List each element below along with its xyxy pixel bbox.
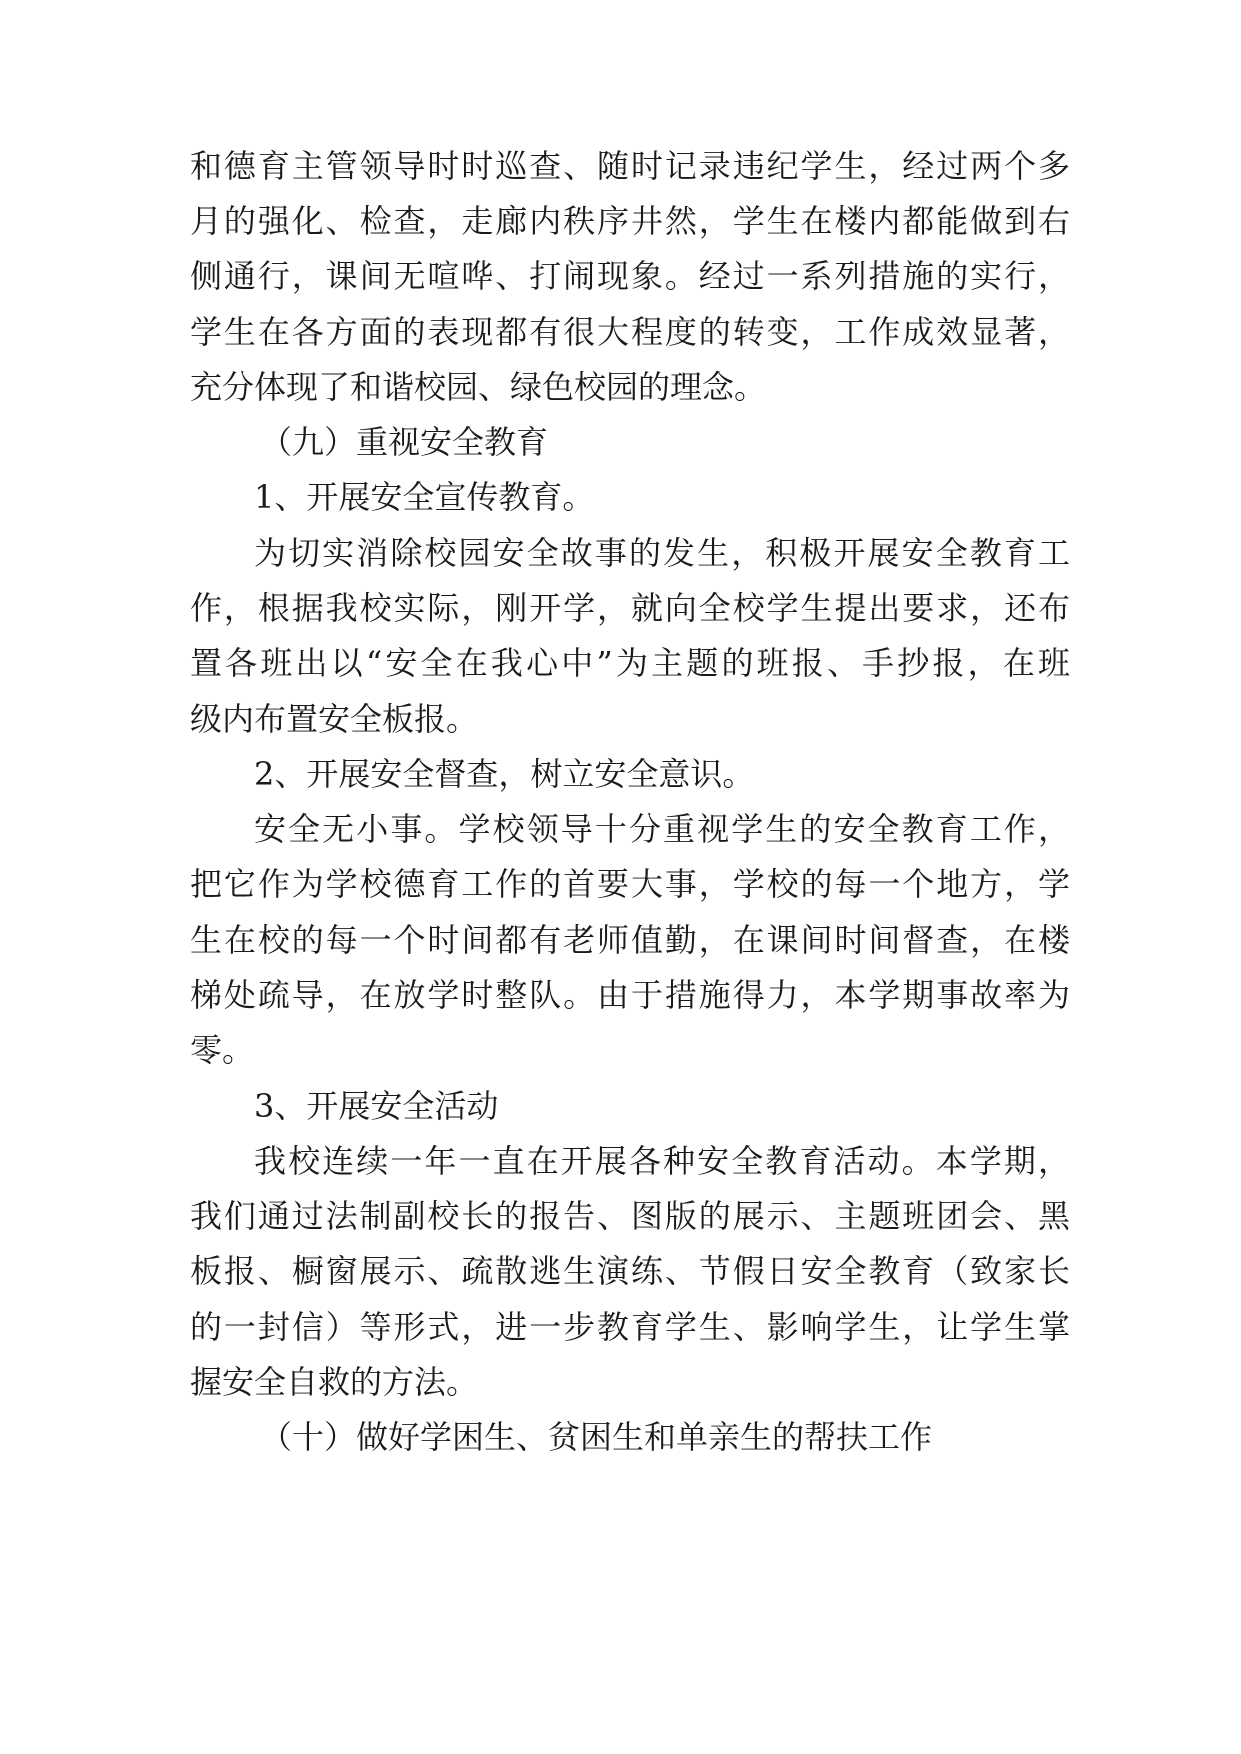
subsection-heading: 3、开展安全活动 [254,1087,499,1125]
section-heading: （十）做好学困生、贫困生和单亲生的帮扶工作 [260,1418,933,1456]
paragraph-line: 充分体现了和谐校园、绿色校园的理念。 [190,368,767,406]
paragraph-line: 生在校的每一个时间都有老师值勤，在课间时间督查，在楼 [190,921,1070,959]
paragraph-line: 板报、橱窗展示、疏散逃生演练、节假日安全教育（致家长 [190,1252,1070,1290]
paragraph-line: 的一封信）等形式，进一步教育学生、影响学生，让学生掌 [190,1308,1070,1346]
paragraph-line: 侧通行，课间无喧哗、打闹现象。经过一系列措施的实行， [190,257,1070,295]
paragraph-line: 把它作为学校德育工作的首要大事，学校的每一个地方，学 [190,865,1070,903]
paragraph-line: 握安全自救的方法。 [190,1363,479,1401]
paragraph-line: 级内布置安全板报。 [190,700,479,738]
paragraph-line: 学生在各方面的表现都有很大程度的转变，工作成效显著， [190,313,1070,351]
subsection-heading: 1、开展安全宣传教育。 [254,478,595,516]
paragraph-line: 我校连续一年一直在开展各种安全教育活动。本学期， [254,1142,1070,1180]
paragraph-line: 安全无小事。学校领导十分重视学生的安全教育工作， [254,810,1070,848]
section-heading: （九）重视安全教育 [260,423,549,461]
paragraph-line: 作，根据我校实际，刚开学，就向全校学生提出要求，还布 [190,589,1070,627]
paragraph-line: 为切实消除校园安全故事的发生，积极开展安全教育工 [254,534,1070,572]
paragraph-line: 和德育主管领导时时巡查、随时记录违纪学生，经过两个多 [190,147,1070,185]
paragraph-line: 置各班出以“安全在我心中”为主题的班报、手抄报，在班 [190,644,1070,682]
paragraph-line: 梯处疏导，在放学时整队。由于措施得力，本学期事故率为 [190,976,1070,1014]
paragraph-line: 月的强化、检查，走廊内秩序井然，学生在楼内都能做到右 [190,202,1070,240]
paragraph-line: 我们通过法制副校长的报告、图版的展示、主题班团会、黑 [190,1197,1070,1235]
subsection-heading: 2、开展安全督查，树立安全意识。 [254,755,755,793]
paragraph-line: 零。 [190,1031,255,1069]
